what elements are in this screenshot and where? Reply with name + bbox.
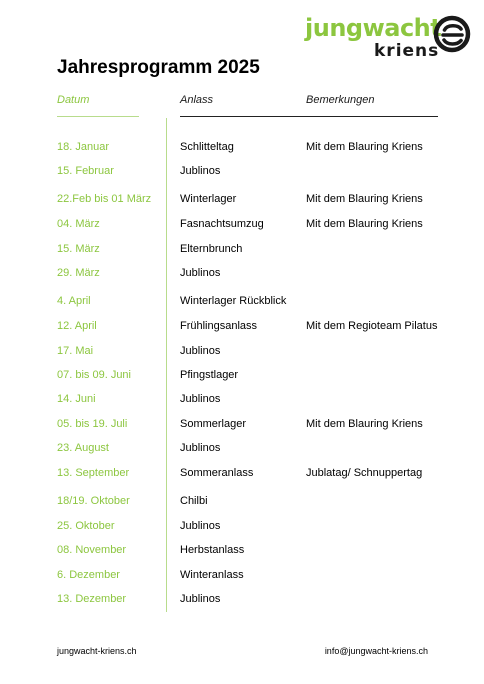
row-remarks: Mit dem Blauring Kriens — [306, 218, 423, 230]
row-remarks: Mit dem Blauring Kriens — [306, 141, 423, 153]
table-row — [0, 518, 484, 534]
logo-wordmark-kriens: kriens — [374, 41, 440, 61]
table-row — [0, 416, 484, 432]
row-event: Sommerlager — [180, 418, 247, 430]
table-row — [0, 343, 484, 359]
table-row — [0, 493, 484, 509]
table-row — [0, 163, 484, 179]
row-event: Jublinos — [180, 520, 221, 532]
row-event: Jublinos — [180, 593, 221, 605]
row-event: Jublinos — [180, 267, 221, 279]
row-event: Jublinos — [180, 165, 221, 177]
row-date: 15. Februar — [57, 165, 114, 177]
row-event: Chilbi — [180, 495, 208, 507]
table-row — [0, 391, 484, 407]
row-date: 13. Dezember — [57, 593, 127, 605]
table-row — [0, 191, 484, 207]
row-event: Jublinos — [180, 442, 221, 454]
row-event: Winterlager Rückblick — [180, 295, 287, 307]
footer-email: info@jungwacht-kriens.ch — [324, 646, 428, 656]
row-remarks: Mit dem Regioteam Pilatus — [306, 320, 438, 332]
row-date: 04. März — [57, 218, 100, 230]
row-remarks: Mit dem Blauring Kriens — [306, 193, 423, 205]
column-header-date: Datum — [57, 94, 90, 106]
row-remarks: Mit dem Blauring Kriens — [306, 418, 423, 430]
table-row — [0, 591, 484, 607]
row-date: 05. bis 19. Juli — [57, 418, 128, 430]
row-date: 12. April — [57, 320, 97, 332]
row-remarks: Jublatag/ Schnuppertag — [306, 467, 423, 479]
row-date: 18/19. Oktober — [57, 495, 130, 507]
table-row — [0, 465, 484, 481]
table-row — [0, 318, 484, 334]
table-row — [0, 265, 484, 281]
row-event: Winteranlass — [180, 569, 244, 581]
row-date: 23. August — [57, 442, 109, 454]
row-event: Fasnachtsumzug — [180, 218, 264, 230]
row-date: 08. November — [57, 544, 127, 556]
row-event: Jublinos — [180, 345, 221, 357]
table-row — [0, 367, 484, 383]
table-row — [0, 216, 484, 232]
row-event: Herbstanlass — [180, 544, 245, 556]
row-date: 29. März — [57, 267, 100, 279]
table-row — [0, 542, 484, 558]
row-event: Jublinos — [180, 393, 221, 405]
row-event: Elternbrunch — [180, 243, 243, 255]
row-date: 18. Januar — [57, 141, 109, 153]
row-date: 14. Juni — [57, 393, 96, 405]
row-date: 25. Oktober — [57, 520, 115, 532]
table-row — [0, 241, 484, 257]
table-row — [0, 293, 484, 309]
row-date: 13. September — [57, 467, 130, 479]
column-header-remarks: Bemerkungen — [306, 94, 375, 106]
table-row — [0, 440, 484, 456]
row-date: 17. Mai — [57, 345, 94, 357]
row-date: 6. Dezember — [57, 569, 120, 581]
logo-wordmark-jungwacht: jungwacht — [305, 14, 442, 42]
footer-website: jungwacht-kriens.ch — [57, 646, 137, 656]
row-event: Sommeranlass — [180, 467, 254, 479]
row-event: Winterlager — [180, 193, 237, 205]
row-date: 22.Feb bis 01 März — [57, 193, 152, 205]
page-title: Jahresprogramm 2025 — [57, 57, 260, 78]
table-row — [0, 139, 484, 155]
table-row — [0, 567, 484, 583]
column-header-event: Anlass — [180, 94, 214, 106]
row-event: Frühlingsanlass — [180, 320, 258, 332]
row-event: Schlitteltag — [180, 141, 234, 153]
row-date: 07. bis 09. Juni — [57, 369, 131, 381]
row-date: 4. April — [57, 295, 91, 307]
row-date: 15. März — [57, 243, 100, 255]
row-event: Pfingstlager — [180, 369, 239, 381]
